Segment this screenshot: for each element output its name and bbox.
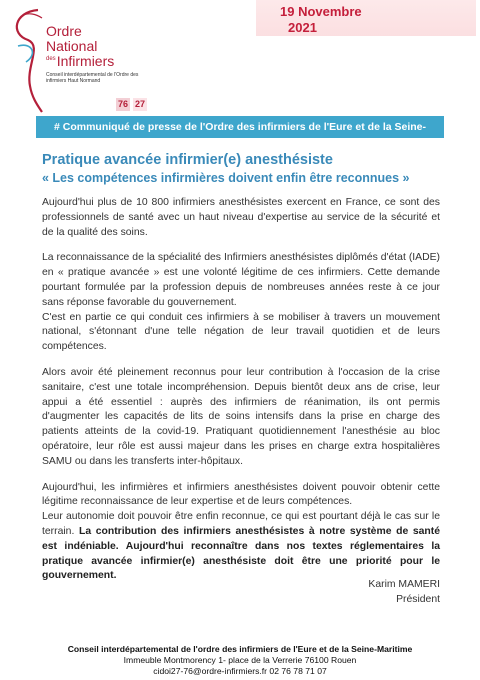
paragraph-6-bold: La contribution des infirmiers anesthésistes à notre système de santé est indéniable. Aujourd'hui reconnaître dans nos textes réglementaires la pratique avancée infirmier(e) anesthésiste doit être une priorité pour le gouvernement. xyxy=(42,525,441,582)
logo-word: Infirmiers xyxy=(56,53,115,69)
date-box xyxy=(256,0,476,36)
paragraph-6 xyxy=(42,510,440,584)
title-main: Pratique avancée infirmier(e) anesthésiste xyxy=(42,152,333,168)
ordre-infirmiers-logo xyxy=(8,6,158,116)
logo-prefix: des xyxy=(46,56,56,62)
document-title xyxy=(42,151,442,187)
date-line-2: 2021 xyxy=(288,20,317,35)
signature-role: Président xyxy=(396,593,440,605)
logo-badge-76: 76 xyxy=(117,99,128,109)
paragraph-1: Aujourd'hui plus de 10 800 infirmiers anesthésistes exercent en France, ce sont des professionnels de santé avec un haut niveau d'expertise au service de la sécurité et de la qualité des soins. xyxy=(42,197,440,238)
logo-badge-27: 27 xyxy=(134,99,145,109)
footer-contact: cidoi27-76@ordre-infirmiers.fr 02 76 78 71 07 xyxy=(153,666,327,676)
paragraph-2: La reconnaissance de la spécialité des Infirmiers anesthésistes diplômés d'état (IADE) en « pratique avancée » est une volonté légitime de ces infirmiers. Cette demande pourtant formulée par la profession depuis de nombreuses années reste à ce jour sans réponse favorable du gouvernement. xyxy=(42,252,440,308)
footer-address: Immeuble Montmorency 1- place de la Verrerie 76100 Rouen xyxy=(123,655,357,665)
paragraph-3: C'est en partie ce qui conduit ces infirmiers à se mobiliser à travers un mouvement national, s'étonnant d'une telle négation de leur travail quotidien et de leurs compétences. xyxy=(42,311,440,353)
logo-line-national: National xyxy=(46,38,98,54)
paragraph-6-plain: Leur autonomie doit pouvoir être enfin reconnue, ce qui est pourtant déjà le cas sur le terrain. xyxy=(42,511,440,537)
date-line-1: 19 Novembre xyxy=(280,4,362,19)
paragraph-5: Aujourd'hui, les infirmières et infirmiers anesthésistes doivent pouvoir obtenir cette légitime reconnaissance de leur expertise et de leurs compétences. xyxy=(42,481,440,508)
signature-block xyxy=(368,578,440,608)
footer-organization: Conseil interdépartemental de l'ordre des infirmiers de l'Eure et de la Seine-Maritime xyxy=(67,644,413,654)
logo-line-infirmiers xyxy=(46,54,114,68)
logo-swirl-icon xyxy=(8,6,48,116)
logo-line-ordre: Ordre xyxy=(46,23,82,39)
footer xyxy=(0,644,480,677)
paragraph-4: Alors avoir été pleinement reconnus pour leur contribution à l'occasion de la crise sanitaire, c'est une totale incompréhension. Depuis bientôt deux ans de crise, leur appui a été essentiel : auprès des infirmiers de réanimation, ils ont permis d'augmenter les capacités de lits de soins intensifs dans la prise en charge des patients atteints de la covid-19. Pratiquant quotidiennement l'anesthésie au bloc opératoire, leur rôle est aussi majeur dans les prises en charge extra hospitalières SAMU ou dans les transferts inter-hôpitaux. xyxy=(42,366,440,467)
document-body xyxy=(42,196,440,595)
title-subtitle: « Les compétences infirmières doivent enfin être reconnues » xyxy=(42,171,410,185)
signature-name: Karim MAMERI xyxy=(368,579,440,590)
logo-subtitle: Conseil interdépartemental de l'Ordre des infirmiers Haut Normand xyxy=(46,72,139,84)
press-release-banner: # Communiqué de presse de l'Ordre des infirmiers de l'Eure et de la Seine-Maritime xyxy=(36,116,444,138)
